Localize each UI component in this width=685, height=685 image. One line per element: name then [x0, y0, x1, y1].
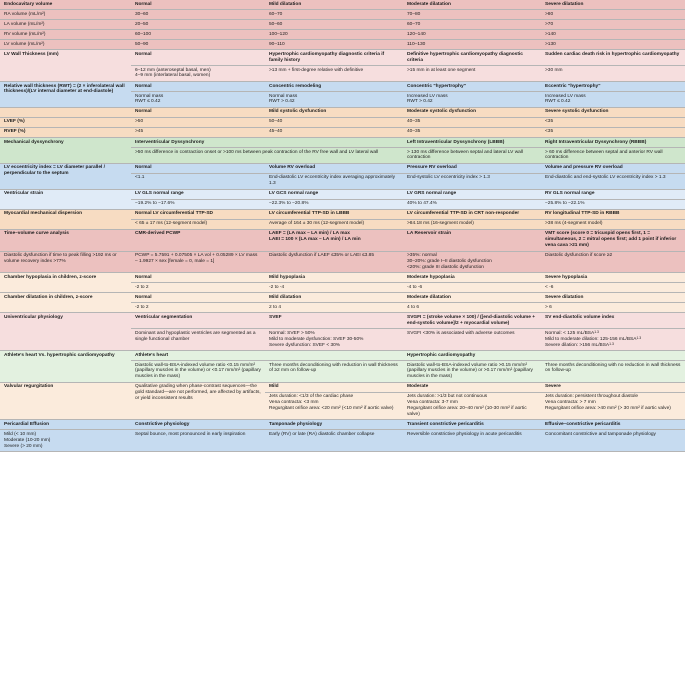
- section-label: Time–volume curve analysis: [0, 229, 131, 251]
- column-head: RV GLS normal range: [541, 189, 685, 199]
- column-head: Ventricular segmentation: [131, 313, 265, 329]
- cell: End-systolic LV eccentricity index > 1.3: [403, 173, 541, 189]
- column-head: Constrictive physiology: [131, 420, 265, 430]
- cell: >30 mm: [541, 66, 685, 82]
- cell: Normal: < 125 $mL/BSA^{1.3}$ Mild to moderate dilation: 125-156 $mL/BSA^{1.3}$ Severe dilation: >156 $mL/BSA^{1.3}$: [541, 329, 685, 351]
- column-head: LAEF = (LA max – LA min) / LA max LAEI = 100 × (LA max – LA min) / LA min: [265, 229, 403, 251]
- cell: > 130 ms difference between septal and lateral LV wall contraction: [403, 147, 541, 163]
- column-head: Normal: [131, 0, 265, 10]
- cell: 50–60: [265, 20, 403, 30]
- cell: >50 ms difference in contraction onset or >100 ms between peak contraction of the RV free wall and LV lateral wall: [131, 147, 403, 163]
- column-head: LV circumferential TTP-SD in CRT non-responder: [403, 209, 541, 219]
- column-head: SVGFI = (stroke volume × 100) / ([end-diastolic volume + end-systolic volume]/2 + myocardial volume): [403, 313, 541, 329]
- cell: Increased LV mass RWT ≤ 0.42: [541, 91, 685, 107]
- column-head: Normal: [131, 107, 265, 117]
- column-head: Definitive hypertrophic cardiomyopathy diagnostic criteria: [403, 50, 541, 66]
- row-label: RA volume (mL/m²): [0, 10, 131, 20]
- column-head: Severe systolic dysfunction: [541, 107, 685, 117]
- cell: Diastolic dysfunction if time to peak filling >192 ms or volume recovery index >77%: [0, 251, 131, 273]
- table-row: [0, 20, 685, 30]
- column-head: Left Intraventricular Dyssynchrony (LBBB): [403, 137, 541, 147]
- dyssynchrony-head-row: [0, 137, 685, 147]
- cell: 60–70: [403, 20, 541, 30]
- row-label: RVEF (%): [0, 127, 131, 137]
- column-head: Hypertrophic cardiomyopathy diagnostic criteria if family history: [265, 50, 403, 66]
- column-head: Moderate dilatation: [403, 0, 541, 10]
- eccentricity-head-row: [0, 163, 685, 173]
- section-label: Athlete's heart Vs. hypertrophic cardiomyopathy: [0, 351, 131, 383]
- dilatation-head-row: [0, 293, 685, 303]
- cell: >15 mm in at least one segment: [403, 66, 541, 82]
- column-head: Severe hypoplasia: [541, 273, 685, 283]
- column-head: Right Intraventricular Dyssynchrony (RBBB): [541, 137, 685, 147]
- column-head: Pressure RV overload: [403, 163, 541, 173]
- cell: −25.8% to −22.1%: [541, 199, 685, 209]
- cell: >130: [541, 40, 685, 50]
- cell: Early (RV) or late (RA) diastolic chamber collapse: [265, 430, 403, 452]
- column-head: Severe: [541, 382, 685, 392]
- column-head: Severe dilatation: [541, 0, 685, 10]
- cell: 4 to 6: [403, 303, 541, 313]
- time-volume-value-row: [0, 251, 685, 273]
- cell: Jets duration: <1/3 of the cardiac phase Vena contracta: <3 mm Regurgitant orifice area: <20 mm² (<10 mm² if aortic valve): [265, 392, 403, 420]
- column-head: Normal: [131, 81, 265, 91]
- section-label: LV Wall Thickness (mm): [0, 50, 131, 82]
- dispersion-head-row: [0, 209, 685, 219]
- cell: End-diastolic and end-systolic LV eccentricity index > 1.3: [541, 173, 685, 189]
- cell: Diastolic dysfunction if LAEF ≤35% or LAEI ≤3.85: [265, 251, 403, 273]
- section-label: Valvular regurgitation: [0, 382, 131, 420]
- cell: >38 ms (4-segment model): [541, 219, 685, 229]
- section-label: Relative wall thickness (RWT) = (2 × inferolateral wall thickness)/(LV internal diameter at end-diastole): [0, 81, 131, 107]
- cell: 30–60: [131, 10, 265, 20]
- cell: 70–80: [403, 10, 541, 20]
- cell: 45–40: [265, 127, 403, 137]
- cell: 2 to 4: [265, 303, 403, 313]
- cell: Three months deconditioning with reduction in wall thickness of ≥2 mm on follow-up: [265, 361, 403, 383]
- column-head: Sudden cardiac death risk in hypertrophic cardiomyopathy: [541, 50, 685, 66]
- table-row: [0, 40, 685, 50]
- cell: >84.18 ms (16-segment model): [403, 219, 541, 229]
- wall-thickness-head-row: [0, 50, 685, 66]
- column-head: Mild dilatation: [265, 0, 403, 10]
- cell: −19.2% to −17.6%: [131, 199, 265, 209]
- cell: -2 to -4: [265, 283, 403, 293]
- cell: Diastolic dysfunction if score ≥2: [541, 251, 685, 273]
- table-row: [0, 10, 685, 20]
- cell: > 60 ms difference between septal and anterior RV wall contraction: [541, 147, 685, 163]
- rwt-head-row: [0, 81, 685, 91]
- cell: -2 to 2: [131, 283, 265, 293]
- cell: Septal bounce, most pronounced in early inspiration: [131, 430, 265, 452]
- cell: <35: [541, 127, 685, 137]
- endocavitary-header-row: [0, 0, 685, 10]
- strain-head-row: [0, 189, 685, 199]
- cell: Mild (< 10 mm) Moderate (10-20 mm) Severe (> 20 mm): [0, 430, 131, 452]
- section-label: Myocardial mechanical dispersion: [0, 209, 131, 229]
- cell: 40–35: [403, 127, 541, 137]
- pericardial-value-row: [0, 430, 685, 452]
- cell: -4 to -6: [403, 283, 541, 293]
- column-head: LV GLS normal range: [131, 189, 265, 199]
- valvular-head-row: [0, 382, 685, 392]
- column-head: Severe dilatation: [541, 293, 685, 303]
- column-head: Eccentric "hypertrophy": [541, 81, 685, 91]
- column-head: SVEF: [265, 313, 403, 329]
- cell: <1.1: [131, 173, 265, 189]
- column-head: Volume RV overload: [265, 163, 403, 173]
- column-head: Normal: [131, 273, 265, 283]
- cell: Qualitative grading when phase-contrast sequences—the gold standard—are not performed, are affected by artifacts, or yield inconsistent results: [131, 382, 265, 420]
- cell: Jets duration: persistent throughout diastole Vena contracta: > 7 mm Regurgitant orifice area: >40 mm² (> 30 mm² if aortic valve): [541, 392, 685, 420]
- column-head: RV longitudinal TTP-SD in RBBB: [541, 209, 685, 219]
- cell: >35%: normal 30–20%: grade I–II diastolic dysfunction <20%: grade III diastolic dysfunction: [403, 251, 541, 273]
- column-head: CMR-derived PCWP: [131, 229, 265, 251]
- cell: 40–35: [403, 117, 541, 127]
- column-head: Effusive–constrictive pericarditis: [541, 420, 685, 430]
- column-head: Mild: [265, 382, 403, 392]
- cell: 40% to 47.4%: [403, 199, 541, 209]
- cell: < -6: [541, 283, 685, 293]
- column-head: Tamponade physiology: [265, 420, 403, 430]
- ef-head-row: [0, 107, 685, 117]
- cell: 20–50: [131, 20, 265, 30]
- cell: 50–40: [265, 117, 403, 127]
- row-label: LA volume (mL/m²): [0, 20, 131, 30]
- column-head: LV GRS normal range: [403, 189, 541, 199]
- section-label: Chamber dilatation in children, z-score: [0, 293, 131, 313]
- column-head: Concentric remodeling: [265, 81, 403, 91]
- cell: 90–110: [265, 40, 403, 50]
- univentricular-head-row: [0, 313, 685, 329]
- cell: >80: [541, 10, 685, 20]
- column-head: Moderate hypoplasia: [403, 273, 541, 283]
- column-head: Mild hypoplasia: [265, 273, 403, 283]
- cell: Dominant and hypoplastic ventricles are segmented as a single functional chamber: [131, 329, 265, 351]
- column-head: Interventricular Dyssynchrony: [131, 137, 403, 147]
- column-head: Athlete's heart: [131, 351, 403, 361]
- section-label: Pericardial Effusion: [0, 420, 131, 430]
- cell: 120–140: [403, 30, 541, 40]
- cell: Reversible constrictive physiology in acute pericarditis: [403, 430, 541, 452]
- column-head: Mild dilatation: [265, 293, 403, 303]
- column-head: Moderate systolic dysfunction: [403, 107, 541, 117]
- cell: 100–120: [265, 30, 403, 40]
- cell: Normal: SVEF > 50% Mild to moderate dysfunction: SVEF 30-50% Severe dysfunction: SVEF < 30%: [265, 329, 403, 351]
- cell: Diastolic wall-to-BSA-indexed volume ratio <0.15 mm/m² (papillary muscles in the volume) or <0.17 mm/m² (papillary muscles in the mass): [131, 361, 265, 383]
- cell: >13 mm + first-degree relative with definitive: [265, 66, 403, 82]
- cell: Concomitant constrictive and tamponade physiology: [541, 430, 685, 452]
- column-head: Volume and pressure RV overload: [541, 163, 685, 173]
- cell: PCWP = 5.7591 + 0.07505 × LA vol + 0.05289 × LV mass – 1.9927 × sex [female = 0, male = 1]: [131, 251, 265, 273]
- cell: <35: [541, 117, 685, 127]
- column-head: SV end-diastolic volume index: [541, 313, 685, 329]
- cell: Diastolic wall-to-BSA-indexed volume ratio >0.15 mm/m² (papillary muscles in the volume) or >0.17 mm/m² (papillary muscles in the mass): [403, 361, 541, 383]
- column-head: Normal: [131, 163, 265, 173]
- column-head: Moderate: [403, 382, 541, 392]
- cell: -2 to 2: [131, 303, 265, 313]
- column-head: LA Reservoir strain: [403, 229, 541, 251]
- column-head: Normal LV circumferential TTP-SD: [131, 209, 265, 219]
- table-row: [0, 30, 685, 40]
- cell: >140: [541, 30, 685, 40]
- cell: Increased LV mass RWT > 0.42: [403, 91, 541, 107]
- cell: < 65 ± 17 ms (12-segment model): [131, 219, 265, 229]
- cell: Normal mass RWT ≤ 0.42: [131, 91, 265, 107]
- endocavitary-section-title: Endocavitary volume: [0, 0, 131, 10]
- cell: −22.3% to −20.8%: [265, 199, 403, 209]
- column-head: LV GCS normal range: [265, 189, 403, 199]
- hypoplasia-head-row: [0, 273, 685, 283]
- cell: 60–70: [265, 10, 403, 20]
- section-label: Univentricular physiology: [0, 313, 131, 351]
- table-row: [0, 127, 685, 137]
- cell: > 6: [541, 303, 685, 313]
- row-label: LV volume (mL/m²): [0, 40, 131, 50]
- row-label: RV volume (mL/m²): [0, 30, 131, 40]
- section-label: Mechanical dyssynchrony: [0, 137, 131, 163]
- column-head: Mild systolic dysfunction: [265, 107, 403, 117]
- section-label: Chamber hypoplasia in children, z-score: [0, 273, 131, 293]
- column-head: Hypertrophic cardiomyopathy: [403, 351, 685, 361]
- cell: 110–130: [403, 40, 541, 50]
- column-head: Concentric "hypertrophy": [403, 81, 541, 91]
- cell: End-diastolic LV eccentricity index averaging approximately 1.3: [265, 173, 403, 189]
- column-head: Transient constrictive pericarditis: [403, 420, 541, 430]
- pericardial-head-row: [0, 420, 685, 430]
- cell: Three months deconditioning with no reduction in wall thickness on follow-up: [541, 361, 685, 383]
- time-volume-head-row: [0, 229, 685, 251]
- cell: >50: [131, 117, 265, 127]
- cell: Normal mass RWT > 0.42: [265, 91, 403, 107]
- cell: 50–90: [131, 40, 265, 50]
- table-row: [0, 117, 685, 127]
- column-head: Moderate dilatation: [403, 293, 541, 303]
- athlete-head-row: [0, 351, 685, 361]
- cell: SVGFI <30% is associated with adverse outcomes: [403, 329, 541, 351]
- section-label: LV eccentricity index = LV diameter parallel / perpendicular to the septum: [0, 163, 131, 189]
- column-head: Normal: [131, 50, 265, 66]
- section-label: Ventricular strain: [0, 189, 131, 209]
- cell: 60–100: [131, 30, 265, 40]
- cell: 6–12 mm (anteroseptal basal, men) 4–9 mm (interlateral basal, women): [131, 66, 265, 82]
- row-label: LVEF (%): [0, 117, 131, 127]
- column-head: LV circumferential TTP-SD in LBBB: [265, 209, 403, 219]
- column-head: Normal: [131, 293, 265, 303]
- column-head: VMT score (score 0 = tricuspid opens first, 1 = simultaneous, 2 = mitral opens first; add 1 point if inferior vena cava >21 mm): [541, 229, 685, 251]
- cell: Jets duration: >1/3 but not continuous Vena contracta: 3-7 mm Regurgitant orifice area: 20–40 mm² (10-30 mm² if aortic valve): [403, 392, 541, 420]
- cell: >70: [541, 20, 685, 30]
- cell: >45: [131, 127, 265, 137]
- cell: Average of 164 ± 30 ms (12-segment model): [265, 219, 403, 229]
- empty-cell: [0, 107, 131, 117]
